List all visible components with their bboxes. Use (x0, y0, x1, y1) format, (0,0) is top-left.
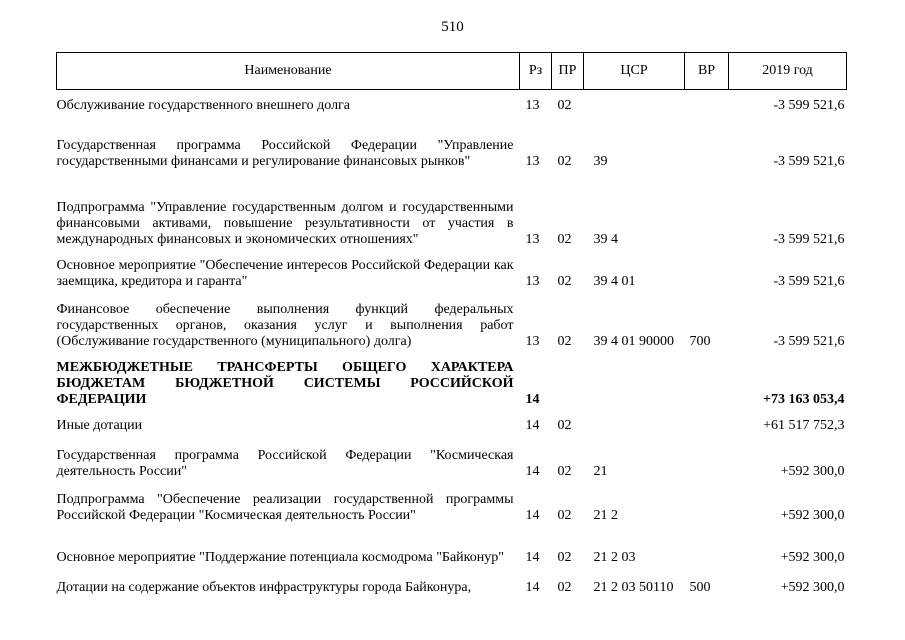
row-name: Государственная программа Российской Федерации "Управление государственными финансами и регулирование финансовых рынков" (56, 137, 514, 169)
row-csr: 21 (593, 463, 608, 479)
table-row (57, 350, 847, 408)
row-amount: -3 599 521,6 (773, 231, 845, 247)
row-pr: 02 (557, 273, 572, 289)
row-name: МЕЖБЮДЖЕТНЫЕ ТРАНСФЕРТЫ ОБЩЕГО ХАРАКТЕРА БЮДЖЕТАМ БЮДЖЕТНОЙ СИСТЕМЫ РОССИЙСКОЙ ФЕДЕРАЦИИ (56, 359, 514, 407)
row-csr: 21 2 (593, 507, 618, 523)
row-pr: 02 (557, 153, 572, 169)
row-vr (685, 114, 729, 170)
row-csr: 39 (593, 153, 608, 169)
row-vr (685, 480, 729, 524)
row-csr: 21 2 03 50110 (593, 579, 674, 595)
row-rz: 14 (525, 391, 540, 407)
row-rz: 14 (525, 549, 540, 565)
row-csr: 39 4 01 90000 (593, 333, 674, 349)
table-row (57, 248, 847, 290)
table-row (57, 90, 847, 114)
row-amount: -3 599 521,6 (773, 153, 845, 169)
row-pr: 02 (557, 549, 572, 565)
row-vr (685, 350, 729, 408)
row-amount: -3 599 521,6 (773, 333, 845, 349)
row-pr: 02 (557, 507, 572, 523)
header-vr: ВР (685, 53, 729, 90)
row-rz: 13 (525, 273, 540, 289)
row-vr: 500 (689, 579, 711, 595)
row-rz: 14 (525, 507, 540, 523)
row-amount: +592 300,0 (780, 507, 845, 523)
header-csr: ЦСР (584, 53, 685, 90)
row-vr (685, 170, 729, 248)
row-name: Иные дотации (56, 417, 143, 433)
row-name: Дотации на содержание объектов инфраструктуры города Байконура, (56, 579, 472, 595)
table-body (57, 90, 847, 596)
row-csr: 21 2 03 (593, 549, 636, 565)
row-rz: 14 (525, 463, 540, 479)
table-row (57, 524, 847, 566)
row-amount: +592 300,0 (780, 579, 845, 595)
row-rz: 14 (525, 417, 540, 433)
row-amount: -3 599 521,6 (773, 97, 845, 113)
row-csr (584, 90, 685, 114)
table-row (57, 408, 847, 434)
table-row (57, 290, 847, 350)
header-name: Наименование (57, 53, 520, 90)
row-rz: 13 (525, 97, 540, 113)
row-pr: 02 (557, 333, 572, 349)
table-row (57, 114, 847, 170)
row-rz: 13 (525, 231, 540, 247)
row-rz: 13 (525, 333, 540, 349)
row-pr: 02 (557, 417, 572, 433)
row-vr (685, 248, 729, 290)
row-name: Финансовое обеспечение выполнения функций федеральных государственных органов, оказания услуг и выполнения работ (Обслуживание государственного (муниципального) долга) (56, 301, 514, 349)
budget-table (56, 52, 847, 596)
table-row (57, 566, 847, 596)
header-rz: Рз (520, 53, 552, 90)
row-name: Подпрограмма "Обеспечение реализации государственной программы Российской Федерации "Космическая деятельность России" (56, 491, 514, 523)
row-csr: 39 4 (593, 231, 618, 247)
row-rz: 14 (525, 579, 540, 595)
row-name: Основное мероприятие "Поддержание потенциала космодрома "Байконур" (56, 549, 504, 565)
row-pr (552, 350, 584, 408)
table-header (57, 53, 847, 90)
row-amount: +73 163 053,4 (763, 391, 845, 407)
row-amount: +592 300,0 (780, 463, 845, 479)
row-name: Основное мероприятие "Обеспечение интересов Российской Федерации как заемщика, кредитора и гаранта" (56, 257, 514, 289)
row-csr (584, 350, 685, 408)
row-pr: 02 (557, 97, 572, 113)
row-csr (584, 408, 685, 434)
table-row (57, 480, 847, 524)
page-number: 510 (441, 19, 464, 35)
row-name: Подпрограмма "Управление государственным долгом и государственными финансовыми активами, повышение результативности от участия в международных финансовых и экономических отношениях" (56, 199, 514, 247)
row-pr: 02 (557, 579, 572, 595)
row-amount: -3 599 521,6 (773, 273, 845, 289)
row-name: Государственная программа Российской Федерации "Космическая деятельность России" (56, 447, 514, 479)
row-amount: +61 517 752,3 (763, 417, 845, 433)
row-pr: 02 (557, 231, 572, 247)
row-vr: 700 (689, 333, 711, 349)
row-pr: 02 (557, 463, 572, 479)
table-row (57, 170, 847, 248)
header-year: 2019 год (729, 53, 847, 90)
row-rz: 13 (525, 153, 540, 169)
row-vr (685, 434, 729, 480)
row-name: Обслуживание государственного внешнего долга (56, 97, 351, 113)
row-csr: 39 4 01 (593, 273, 636, 289)
row-vr (685, 408, 729, 434)
row-vr (685, 90, 729, 114)
row-amount: +592 300,0 (780, 549, 845, 565)
table-row (57, 434, 847, 480)
header-pr: ПР (552, 53, 584, 90)
row-vr (685, 524, 729, 566)
